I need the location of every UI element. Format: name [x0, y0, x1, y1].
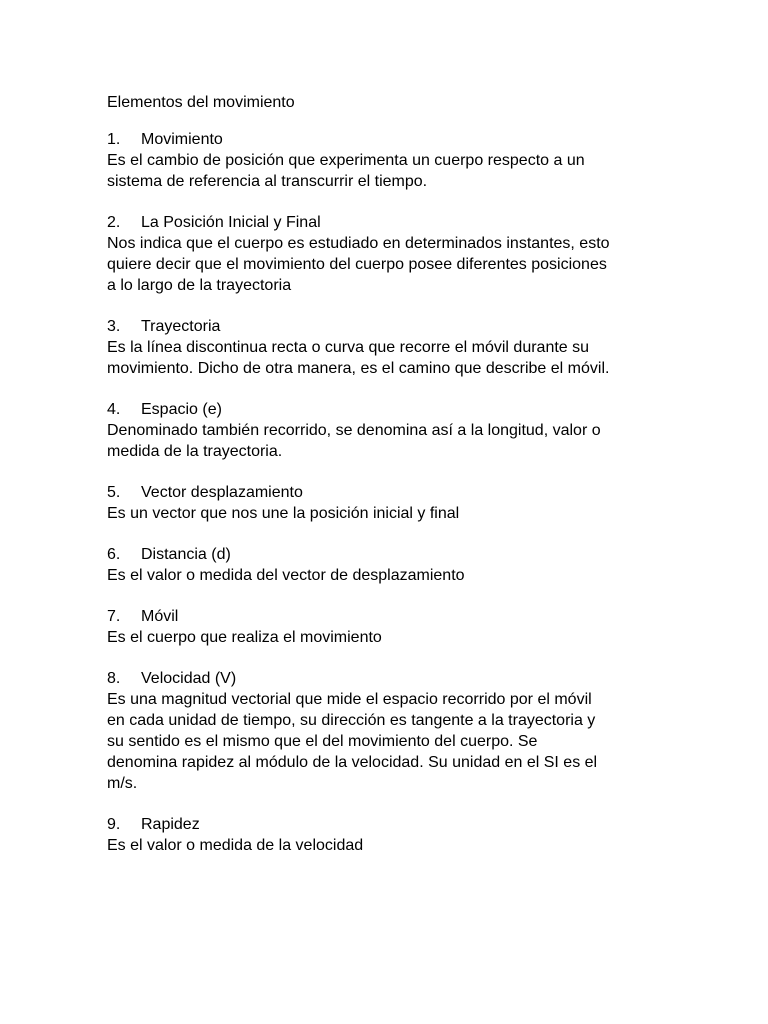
section-heading — [107, 129, 667, 150]
section-heading — [107, 606, 667, 627]
section-body: Es un vector que nos une la posición inicial y final — [107, 505, 460, 522]
section-heading — [107, 668, 667, 689]
section-body: Es una magnitud vectorial que mide el espacio recorrido por el móvil en cada unidad de tiempo, su dirección es tangente a la trayectoria y su sentido es el mismo que el del movimiento del cuerpo. Se denomina rapidez al módulo de la velocidad. Su unidad en el SI es el m/s. — [107, 691, 598, 792]
section-title: Trayectoria — [141, 318, 221, 335]
section-number: 6. — [107, 546, 121, 563]
section-posicion — [107, 212, 667, 296]
section-number: 2. — [107, 214, 121, 231]
section-number: 1. — [107, 131, 121, 148]
section-title: La Posición Inicial y Final — [141, 214, 321, 231]
section-distancia — [107, 544, 667, 586]
section-trayectoria — [107, 316, 667, 379]
section-number: 4. — [107, 401, 121, 418]
section-body: Es el valor o medida de la velocidad — [107, 837, 364, 854]
section-title: Espacio (e) — [141, 401, 222, 418]
section-title: Distancia (d) — [141, 546, 231, 563]
section-number: 5. — [107, 484, 121, 501]
section-number: 8. — [107, 670, 121, 687]
section-title: Móvil — [141, 608, 179, 625]
section-heading — [107, 399, 667, 420]
section-body: Denominado también recorrido, se denomina así a la longitud, valor o medida de la trayectoria. — [107, 422, 601, 460]
section-title: Movimiento — [141, 131, 223, 148]
section-title: Rapidez — [141, 816, 200, 833]
section-body: Es el cambio de posición que experimenta un cuerpo respecto a un sistema de referencia al transcurrir el tiempo. — [107, 152, 585, 190]
section-heading — [107, 814, 667, 835]
document-title: Elementos del movimiento — [107, 94, 295, 111]
section-movil — [107, 606, 667, 648]
section-body: Es el valor o medida del vector de desplazamiento — [107, 567, 465, 584]
section-movimiento — [107, 129, 667, 192]
section-velocidad — [107, 668, 667, 794]
section-heading — [107, 544, 667, 565]
section-rapidez — [107, 814, 667, 856]
section-title: Vector desplazamiento — [141, 484, 303, 501]
section-number: 9. — [107, 816, 121, 833]
section-number: 7. — [107, 608, 121, 625]
section-heading — [107, 316, 667, 337]
section-heading — [107, 212, 667, 233]
document-content — [107, 92, 667, 856]
section-body: Nos indica que el cuerpo es estudiado en determinados instantes, esto quiere decir que el movimiento del cuerpo posee diferentes posiciones a lo largo de la trayectoria — [107, 235, 610, 294]
section-body: Es la línea discontinua recta o curva que recorre el móvil durante su movimiento. Dicho de otra manera, es el camino que describe el móvil. — [107, 339, 610, 377]
section-title: Velocidad (V) — [141, 670, 237, 687]
section-body: Es el cuerpo que realiza el movimiento — [107, 629, 382, 646]
section-heading — [107, 482, 667, 503]
section-vector-desplazamiento — [107, 482, 667, 524]
section-number: 3. — [107, 318, 121, 335]
section-espacio — [107, 399, 667, 462]
